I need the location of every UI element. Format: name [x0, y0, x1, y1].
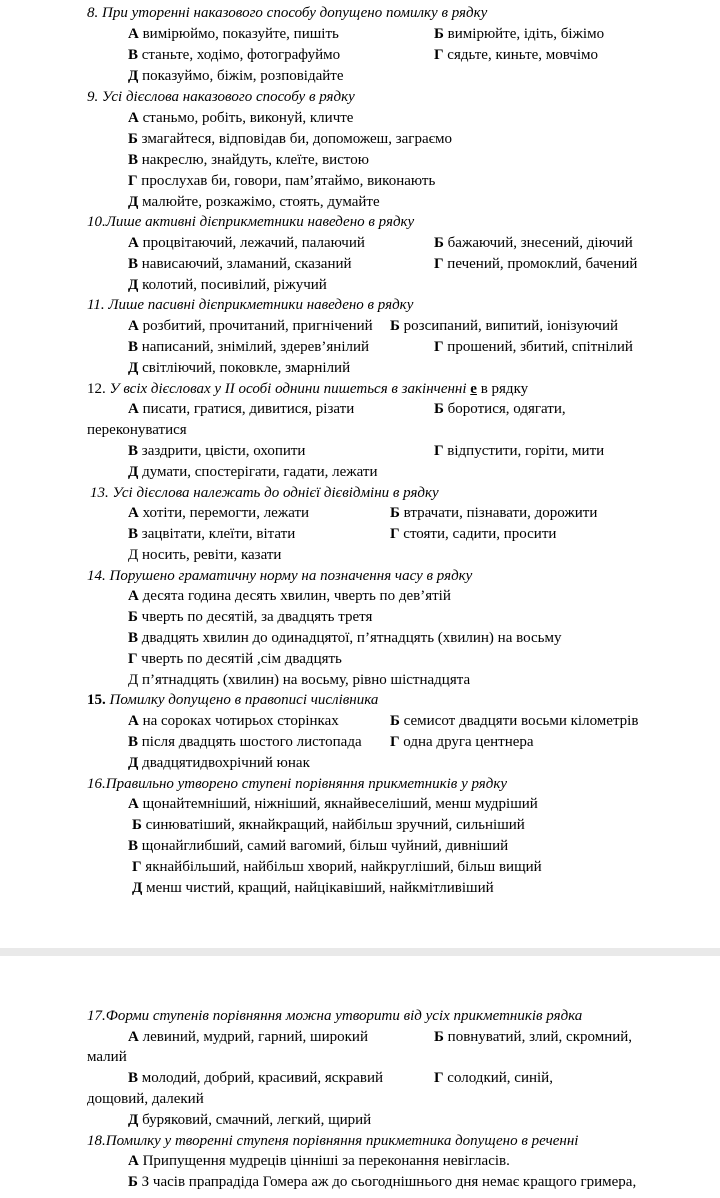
question-11: 11. Лише пасивні дієприкметники наведено в рядку — [87, 297, 414, 313]
question-9: 9. Усі дієслова наказового способу в рядку — [87, 89, 355, 105]
question-12: 12. У всіх дієсловах у ІІ особі однини пишеться в закінченні е в рядку — [87, 381, 529, 397]
q14-option-a: А десята година десять хвилин, чверть по дев’ятій — [128, 588, 451, 604]
q17-option-b: Б повнуватий, злий, скромний, — [434, 1029, 633, 1045]
q13-option-b: Б втрачати, пізнавати, дорожити — [390, 505, 598, 521]
q15-option-v: В після двадцять шостого листопада — [128, 734, 362, 750]
q12-option-b: Б боротися, одягати, — [434, 401, 566, 417]
q11-option-g: Г прошений, збитий, спітнілий — [434, 339, 633, 355]
q15-option-d: Д двадцятидвохрічний юнак — [128, 755, 310, 771]
q17-option-g-continuation: дощовий, далекий — [87, 1091, 204, 1107]
question-14: 14. Порушено граматичну норму на позначення часу в рядку — [87, 568, 473, 584]
q11-option-v: В написаний, знімілий, здерев’янілий — [128, 339, 370, 355]
question-18: 18.Помилку у творенні ступеня порівняння прикметника допущено в реченні — [87, 1133, 579, 1149]
q8-option-v: В станьте, ходімо, фотографуймо — [128, 47, 341, 63]
q15-option-b: Б семисот двадцяти восьми кілометрів — [390, 713, 639, 729]
q17-option-b-continuation: малий — [87, 1049, 127, 1065]
q9-option-b: Б змагайтеся, відповідав би, допоможеш, заграємо — [128, 131, 453, 147]
q16-option-v: В щонайглибший, самий вагомий, більш чуйний, дивніший — [128, 838, 509, 854]
q8-option-b: Б вимірюйте, ідіть, біжімо — [434, 26, 605, 42]
document-page-2 — [0, 956, 720, 1198]
q8-option-a: А вимірюймо, показуйте, пишіть — [128, 26, 339, 42]
question-15: 15. Помилку допущено в правописі числівника — [87, 692, 379, 708]
q18-option-a: А Припущення мудреців цінніші за переконання невігласів. — [128, 1153, 510, 1169]
q15-option-a: А на сороках чотирьох сторінках — [128, 713, 339, 729]
q10-option-a: А процвітаючий, лежачий, палаючий — [128, 235, 365, 251]
question-10: 10.Лише активні дієприкметники наведено в рядку — [87, 214, 415, 230]
q17-option-v: В молодий, добрий, красивий, яскравий — [128, 1070, 384, 1086]
q16-option-a: А щонайтемніший, ніжніший, якнайвеселіший, менш мудріший — [128, 796, 538, 812]
question-16: 16.Правильно утворено ступені порівняння прикметників у рядку — [87, 776, 508, 792]
q14-option-d: Д п’ятнадцять (хвилин) на восьму, рівно шістнадцята — [128, 672, 471, 688]
question-8: 8. При уторенні наказового способу допущено помилку в рядку — [87, 5, 488, 21]
q17-option-g: Г солодкий, синій, — [434, 1070, 553, 1086]
q16-option-b: Б синюватіший, якнайкращий, найбільш зручний, сильніший — [132, 817, 525, 833]
q9-option-d: Д малюйте, розкажімо, стоять, думайте — [128, 194, 380, 210]
page-separator — [0, 948, 720, 956]
q10-option-b: Б бажаючий, знесений, діючий — [434, 235, 633, 251]
q17-option-a: А левиний, мудрий, гарний, широкий — [128, 1029, 368, 1045]
q13-option-g: Г стояти, садити, просити — [390, 526, 557, 542]
q12-option-v: В заздрити, цвісти, охопити — [128, 443, 306, 459]
q14-option-v: В двадцять хвилин до одинадцятої, п’ятнадцять (хвилин) на восьму — [128, 630, 562, 646]
q12-option-d: Д думати, спостерігати, гадати, лежати — [128, 464, 378, 480]
q13-option-d: Д носить, ревіти, казати — [128, 547, 282, 563]
question-13: 13. Усі дієслова належать до однієї дієвідміни в рядку — [90, 485, 439, 501]
q18-option-b: Б З часів прапрадіда Гомера аж до сьогоднішнього дня немає кращого гримера, — [128, 1174, 637, 1190]
q11-option-d: Д світліючий, поковкле, змарнілий — [128, 360, 351, 376]
q10-option-v: В нависаючий, зламаний, сказаний — [128, 256, 352, 272]
q16-option-d: Д менш чистий, кращий, найцікавіший, найкмітливіший — [132, 880, 494, 896]
q12-option-g: Г відпустити, горіти, мити — [434, 443, 605, 459]
q9-option-v: В накреслю, знайдуть, клеїте, вистою — [128, 152, 369, 168]
q10-option-d: Д колотий, посивілий, ріжучий — [128, 277, 327, 293]
q14-option-g: Г чверть по десятій ,сім двадцять — [128, 651, 342, 667]
q8-option-d: Д показуймо, біжім, розповідайте — [128, 68, 344, 84]
q14-option-b: Б чверть по десятій, за двадцять третя — [128, 609, 373, 625]
q16-option-g: Г якнайбільший, найбільш хворий, найкругліший, більш вищий — [132, 859, 542, 875]
q10-option-g: Г печений, промоклий, бачений — [434, 256, 638, 272]
q12-option-b-continuation: переконуватися — [87, 422, 187, 438]
q9-option-g: Г прослухав би, говори, пам’ятаймо, виконають — [128, 173, 436, 189]
q11-option-a: А розбитий, прочитаний, пригнічений — [128, 318, 373, 334]
q12-option-a: А писати, гратися, дивитися, різати — [128, 401, 355, 417]
q11-option-b: Б розсипаний, випитий, іонізуючий — [390, 318, 619, 334]
question-17: 17.Форми ступенів порівняння можна утворити від усіх прикметників рядка — [87, 1008, 583, 1024]
q9-option-a: А станьмо, робіть, виконуй, кличте — [128, 110, 354, 126]
q13-option-v: В зацвітати, клеїти, вітати — [128, 526, 296, 542]
q8-option-g: Г сядьте, киньте, мовчімо — [434, 47, 598, 63]
q15-option-g: Г одна друга центнера — [390, 734, 534, 750]
q17-option-d: Д буряковий, смачний, легкий, щирий — [128, 1112, 372, 1128]
q13-option-a: А хотіти, перемогти, лежати — [128, 505, 310, 521]
